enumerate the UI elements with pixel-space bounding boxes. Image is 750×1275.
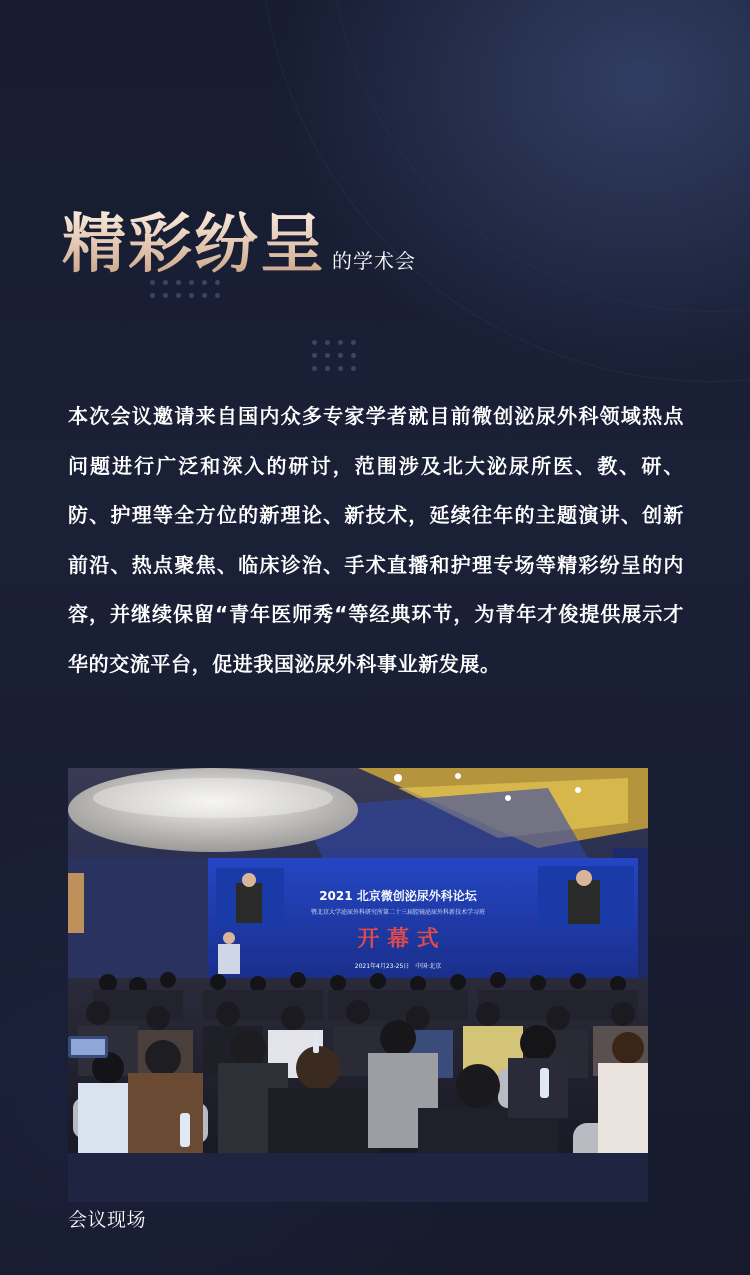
intro-paragraph: 本次会议邀请来自国内众多专家学者就目前微创泌尿外科领域热点问题进行广泛和深入的研讨，范围涉及北大泌尿所医、教、研、防、护理等全方位的新理论、新技术，延续往年的主题演讲、创新前沿、热点聚焦、临床诊治、手术直播和护理专场等精彩纷呈的内容，并继续保留“青年医师秀“等经典环节，为青年才俊提供展示才华的交流平台，促进我国泌尿外科事业新发展。	[68, 404, 684, 676]
screen-banner-text: 开 幕 式	[357, 927, 439, 952]
conference-photo	[68, 768, 648, 1202]
screen-title-text: 2021 北京微创泌尿外科论坛	[319, 889, 477, 903]
section-subtitle: 的学术会	[332, 249, 416, 273]
photo-caption: 会议现场	[68, 1209, 147, 1231]
section-title: 精彩纷呈	[62, 208, 326, 282]
screen-date-text: 2021年4月23-25日 中国·北京	[354, 963, 442, 970]
screen-subtitle-text: 暨北京大学泌尿外科研究所第二十三届腔镜泌尿外科新技术学习班	[310, 909, 486, 916]
section-heading	[62, 206, 416, 284]
decorative-dot-grid	[312, 340, 359, 374]
